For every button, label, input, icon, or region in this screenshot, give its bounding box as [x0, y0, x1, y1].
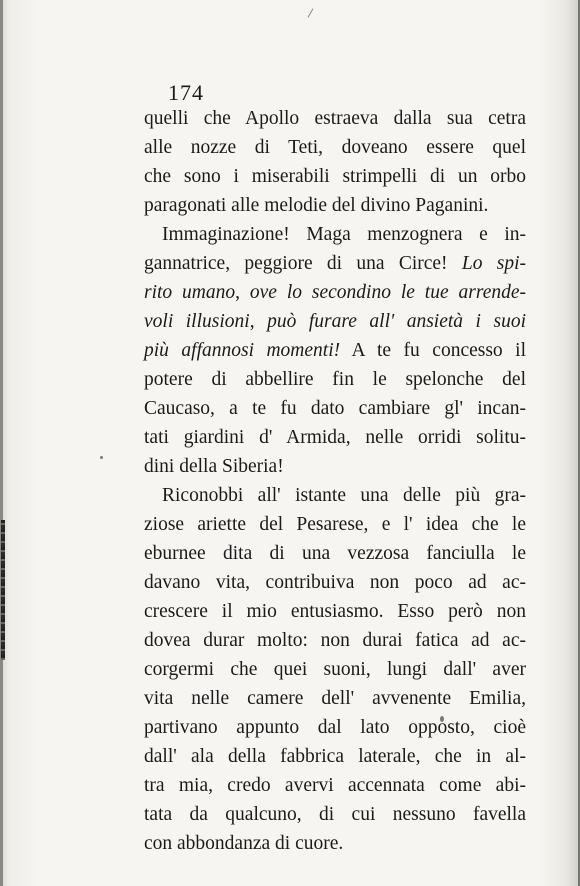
text-span: dini della Siberia! — [144, 456, 284, 477]
text-span: alle nozze di Teti, doveano essere quel — [144, 137, 526, 158]
text-span: dall' ala della fabbrica laterale, che in al- — [144, 746, 526, 767]
text-line — [144, 394, 526, 423]
text-line — [144, 249, 526, 278]
text-line — [144, 133, 526, 162]
text-span: tra mia, credo avervi accennata come abi- — [144, 775, 526, 796]
text-span: davano vita, contribuiva non poco ad ac- — [144, 572, 526, 593]
text-span: A te fu concesso il — [340, 340, 526, 361]
text-line — [144, 104, 526, 133]
text-line — [144, 568, 526, 597]
binding-mark — [1, 520, 5, 660]
text-span: Immaginazione! Maga menzognera e in- — [162, 224, 526, 245]
text-span: , — [235, 282, 250, 303]
text-line — [144, 539, 526, 568]
left-page-edge — [0, 0, 3, 886]
text-line — [144, 655, 526, 684]
text-span: eburnee dita di una vezzosa fanciulla le — [144, 543, 526, 564]
text-line — [144, 278, 526, 307]
text-line — [144, 597, 526, 626]
text-line — [144, 423, 526, 452]
text-line — [144, 829, 526, 858]
text-span: crescere il mio entusiasmo. Esso però non — [144, 601, 526, 622]
text-line — [144, 800, 526, 829]
text-span: Caucaso, a te fu dato cambiare gl' incan- — [144, 398, 526, 419]
text-line — [144, 626, 526, 655]
text-line — [144, 771, 526, 800]
text-span: dovea durar molto: non durai fatica ad ac- — [144, 630, 526, 651]
text-line — [144, 365, 526, 394]
text-span: tati giardini d' Armida, nelle orridi solitu- — [144, 427, 526, 448]
text-line — [144, 191, 526, 220]
text-span: con abbondanza di cuore. — [144, 833, 344, 854]
text-line — [144, 684, 526, 713]
text-span: gannatrice, peggiore di una Circe! — [144, 253, 462, 274]
italic-span: ove lo secondino le tue arrende- — [249, 282, 527, 303]
page-number: 174 — [168, 80, 204, 105]
text-line — [144, 742, 526, 771]
text-line — [144, 510, 526, 539]
text-span: paragonati alle melodie del divino Paganini. — [144, 195, 489, 216]
text-span: che sono i miserabili strimpelli di un orbo — [144, 166, 526, 187]
italic-span: voli illusioni — [144, 311, 250, 332]
text-line — [144, 713, 526, 742]
text-span: ziose ariette del Pesarese, e l' idea che le — [144, 514, 526, 535]
ink-speck — [100, 456, 103, 459]
text-line — [144, 307, 526, 336]
text-line — [144, 481, 526, 510]
text-line — [144, 452, 526, 481]
text-span: vita nelle camere dell' avvenente Emilia, — [144, 688, 526, 709]
italic-span: rito umano — [144, 282, 236, 303]
text-line — [144, 220, 526, 249]
pencil-mark — [308, 8, 314, 17]
italic-span: può furare all' ansietà i suoi — [267, 311, 527, 332]
text-span: corgermi che quei suoni, lungi dall' aver — [144, 659, 526, 680]
body-text — [144, 104, 526, 858]
text-span: , — [249, 311, 268, 332]
italic-span: più affannosi momenti! — [144, 340, 341, 361]
text-span: quelli che Apollo estraeva dalla sua cetra — [144, 108, 526, 129]
text-span: tata da qualcuno, di cui nessuno favella — [144, 804, 526, 825]
text-span: partivano appunto dal lato opposto, cioè — [144, 717, 526, 738]
text-line — [144, 336, 526, 365]
text-line — [144, 162, 526, 191]
italic-span: Lo spi- — [461, 253, 526, 274]
text-span: Riconobbi all' istante una delle più gra- — [162, 485, 526, 506]
text-span: potere di abbellire fin le spelonche del — [144, 369, 526, 390]
